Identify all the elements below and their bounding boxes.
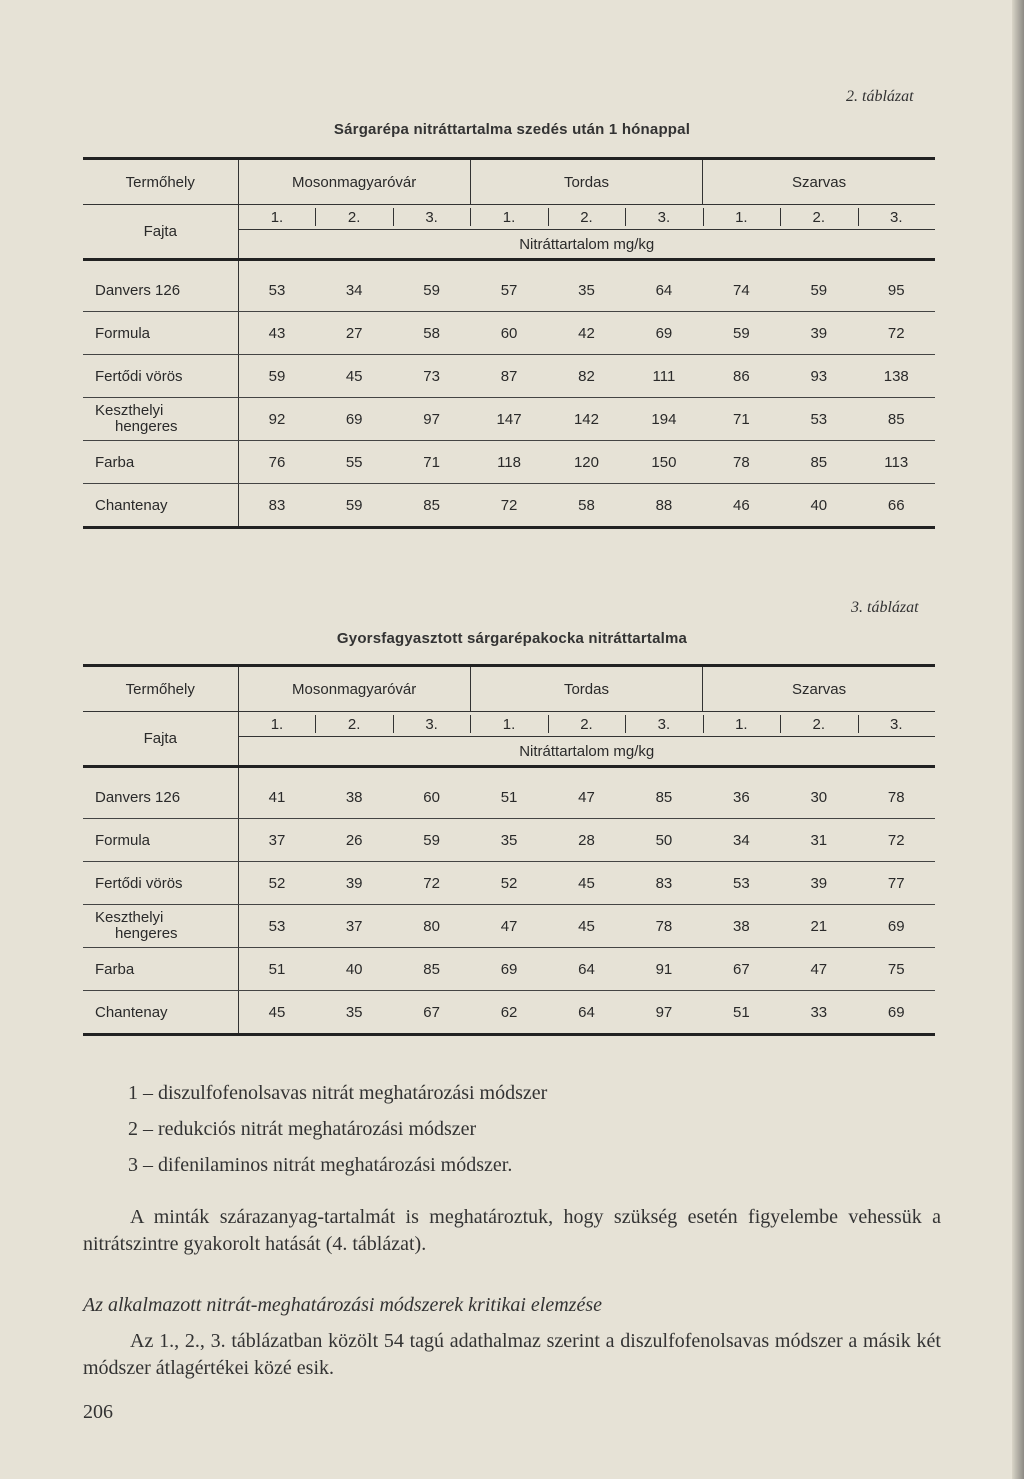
nitrate-value-cell: 47 [780, 948, 857, 991]
nitrate-value-cell: 62 [500, 1003, 518, 1021]
nitrate-value-cell: 59 [238, 355, 315, 398]
site-header: Tordas [470, 667, 702, 712]
site-header-row [83, 667, 935, 712]
nitrate-value-cell: 60 [393, 776, 470, 819]
table-2-label: 2. táblázat [846, 88, 914, 105]
site-header: Mosonmagyaróvár [238, 667, 470, 712]
nitrate-value-cell: 40 [810, 496, 828, 514]
site-header: Mosonmagyaróvár [238, 160, 470, 205]
nitrate-value-cell: 111 [625, 355, 702, 398]
nitrate-value-cell: 42 [548, 312, 625, 355]
nitrate-value-cell: 26 [315, 819, 392, 862]
legend-item: 2 – redukciós nitrát meghatározási módszer [128, 1118, 477, 1140]
nitrate-value-cell: 28 [548, 819, 625, 862]
unit-label: Nitráttartalom mg/kg [238, 737, 935, 767]
variety-name-line: hengeres [115, 925, 178, 942]
nitrate-value-cell: 82 [548, 355, 625, 398]
nitrate-value-cell: 52 [470, 862, 547, 905]
nitrate-value-cell: 78 [858, 776, 936, 819]
nitrate-value-cell: 38 [703, 905, 780, 948]
table-3-grid [83, 667, 935, 1033]
nitrate-value-cell: 85 [625, 776, 702, 819]
nitrate-value-cell: 74 [703, 269, 780, 312]
nitrate-value-cell: 138 [858, 355, 936, 398]
nitrate-value-cell: 37 [238, 819, 315, 862]
method-header: 3. [393, 205, 470, 230]
nitrate-value-cell: 69 [470, 948, 547, 991]
table-3 [83, 664, 935, 1036]
nitrate-value-cell: 83 [625, 862, 702, 905]
nitrate-value-cell: 66 [887, 496, 905, 514]
nitrate-value-cell: 58 [578, 496, 595, 514]
nitrate-value-cell: 51 [733, 1003, 750, 1021]
page-number: 206 [83, 1401, 113, 1423]
nitrate-value-cell: 59 [780, 269, 857, 312]
nitrate-value-cell: 86 [703, 355, 780, 398]
nitrate-value-cell: 92 [238, 398, 315, 441]
method-header: 2. [548, 712, 625, 737]
method-header: 1. [238, 205, 315, 230]
nitrate-value-cell: 64 [548, 948, 625, 991]
method-header: 2. [315, 205, 392, 230]
nitrate-value-cell: 34 [315, 269, 392, 312]
table-2-grid [83, 160, 935, 526]
nitrate-value-cell: 77 [858, 862, 936, 905]
variety-name: Chantenay [83, 484, 238, 527]
table-3-title: Gyorsfagyasztott sárgarépakocka nitráttartalma [336, 630, 688, 647]
variety-name: Fertődi vörös [83, 355, 238, 398]
nitrate-value-cell: 58 [393, 312, 470, 355]
nitrate-value-cell: 72 [858, 819, 936, 862]
nitrate-value-cell: 35 [345, 1003, 363, 1021]
variety-name-line: hengeres [115, 418, 178, 435]
paragraph-analysis: Az 1., 2., 3. táblázatban közölt 54 tagú adathalmaz szerint a diszulfofenolsavas módszer a másik két módszer átlagértékei közé esik. [83, 1330, 941, 1379]
table-row [83, 398, 935, 441]
nitrate-value-cell: 39 [780, 862, 857, 905]
nitrate-value-cell: 67 [423, 1003, 440, 1021]
nitrate-value-cell: 50 [625, 819, 702, 862]
method-header: 2. [780, 205, 857, 230]
variety-name-line: Keszthelyi [95, 909, 164, 926]
table-row [83, 441, 935, 484]
variety-name: Fertődi vörös [83, 862, 238, 905]
method-header: 3. [858, 712, 936, 737]
variety-label: Fajta [83, 205, 238, 260]
nitrate-value-cell: 83 [268, 496, 286, 514]
table-row [83, 862, 935, 905]
nitrate-value-cell: 69 [858, 905, 936, 948]
variety-name: Farba [83, 441, 238, 484]
nitrate-value-cell: 34 [703, 819, 780, 862]
nitrate-value-cell: 97 [393, 398, 470, 441]
method-header: 1. [703, 205, 780, 230]
nitrate-value-cell: 59 [345, 496, 363, 514]
nitrate-value-cell: 85 [858, 398, 936, 441]
nitrate-value-cell: 64 [578, 1003, 595, 1021]
method-header: 1. [470, 205, 547, 230]
site-label: Termőhely [83, 160, 238, 205]
table-row [83, 819, 935, 862]
variety-name: Chantenay [83, 991, 238, 1034]
spacer-row [83, 260, 935, 270]
nitrate-value-cell: 87 [470, 355, 547, 398]
table-row [83, 355, 935, 398]
nitrate-value-cell: 59 [393, 819, 470, 862]
nitrate-value-cell: 47 [548, 776, 625, 819]
nitrate-value-cell: 41 [238, 776, 315, 819]
nitrate-value-cell: 147 [470, 398, 547, 441]
nitrate-value-cell: 38 [315, 776, 392, 819]
method-header: 1. [703, 712, 780, 737]
nitrate-value-cell: 72 [393, 862, 470, 905]
nitrate-value-cell: 85 [780, 441, 857, 484]
section-heading: Az alkalmazott nitrát-meghatározási módszerek kritikai elemzése [83, 1294, 603, 1316]
nitrate-value-cell: 85 [423, 496, 440, 514]
nitrate-value-cell: 21 [780, 905, 857, 948]
nitrate-value-cell: 88 [655, 496, 673, 514]
paragraph-dry-matter: A minták szárazanyag-tartalmát is meghatároztuk, hogy szükség esetén figyelembe vehessük a nitrátszintre gyakorolt hatását (4. táblázat). [83, 1206, 941, 1255]
variety-name [83, 905, 238, 948]
site-header: Szarvas [703, 667, 935, 712]
variety-name: Farba [83, 948, 238, 991]
table-row [83, 991, 935, 1034]
method-header: 1. [238, 712, 315, 737]
nitrate-value-cell: 91 [625, 948, 702, 991]
method-header: 2. [780, 712, 857, 737]
nitrate-value-cell: 33 [810, 1003, 828, 1021]
legend-item: 3 – difenilaminos nitrát meghatározási módszer. [128, 1154, 513, 1176]
unit-label: Nitráttartalom mg/kg [238, 230, 935, 260]
variety-name: Formula [83, 312, 238, 355]
nitrate-value-cell: 85 [393, 948, 470, 991]
site-header-row [83, 160, 935, 205]
nitrate-value-cell: 46 [733, 496, 750, 514]
table-row [83, 948, 935, 991]
nitrate-value-cell: 64 [625, 269, 702, 312]
method-header-row [83, 712, 935, 737]
nitrate-value-cell: 97 [655, 1003, 673, 1021]
method-legend [128, 1082, 547, 1190]
table-2 [83, 157, 935, 529]
nitrate-value-cell: 30 [780, 776, 857, 819]
table-3-label: 3. táblázat [851, 599, 919, 616]
nitrate-value-cell: 93 [780, 355, 857, 398]
nitrate-value-cell: 69 [887, 1003, 905, 1021]
method-header-row [83, 205, 935, 230]
nitrate-value-cell: 35 [548, 269, 625, 312]
nitrate-value-cell: 40 [315, 948, 392, 991]
nitrate-value-cell: 39 [780, 312, 857, 355]
method-header: 3. [625, 712, 702, 737]
nitrate-value-cell: 52 [238, 862, 315, 905]
table-2-title: Sárgarépa nitráttartalma szedés után 1 hónappal [333, 121, 691, 138]
nitrate-value-cell: 71 [393, 441, 470, 484]
nitrate-value-cell: 45 [548, 862, 625, 905]
nitrate-value-cell: 71 [703, 398, 780, 441]
nitrate-value-cell: 78 [703, 441, 780, 484]
site-label: Termőhely [83, 667, 238, 712]
method-header: 2. [548, 205, 625, 230]
nitrate-value-cell: 194 [625, 398, 702, 441]
nitrate-value-cell: 57 [470, 269, 547, 312]
variety-name: Danvers 126 [83, 269, 238, 312]
nitrate-value-cell: 95 [858, 269, 936, 312]
site-header: Tordas [470, 160, 702, 205]
nitrate-value-cell: 76 [238, 441, 315, 484]
nitrate-value-cell: 27 [315, 312, 392, 355]
nitrate-value-cell: 113 [858, 441, 936, 484]
site-header: Szarvas [703, 160, 935, 205]
nitrate-value-cell: 59 [703, 312, 780, 355]
nitrate-value-cell: 142 [548, 398, 625, 441]
nitrate-value-cell: 60 [470, 312, 547, 355]
variety-label: Fajta [83, 712, 238, 767]
page-edge-shadow [1012, 0, 1024, 1479]
method-header: 3. [625, 205, 702, 230]
legend-item: 1 – diszulfofenolsavas nitrát meghatározási módszer [128, 1082, 548, 1104]
nitrate-value-cell: 73 [393, 355, 470, 398]
nitrate-value-cell: 150 [625, 441, 702, 484]
variety-name: Formula [83, 819, 238, 862]
nitrate-value-cell: 31 [780, 819, 857, 862]
variety-name-line: Keszthelyi [95, 402, 164, 419]
nitrate-value-cell: 53 [238, 905, 315, 948]
nitrate-value-cell: 72 [500, 496, 518, 514]
nitrate-value-cell: 39 [315, 862, 392, 905]
nitrate-value-cell: 120 [548, 441, 625, 484]
nitrate-value-cell: 69 [315, 398, 392, 441]
nitrate-value-cell: 78 [625, 905, 702, 948]
nitrate-value-cell: 37 [315, 905, 392, 948]
nitrate-value-cell: 53 [238, 269, 315, 312]
table-row [83, 269, 935, 312]
variety-name [83, 398, 238, 441]
nitrate-value-cell: 35 [470, 819, 547, 862]
nitrate-value-cell: 51 [238, 948, 315, 991]
method-header: 1. [470, 712, 547, 737]
nitrate-value-cell: 53 [703, 862, 780, 905]
method-header: 3. [858, 205, 936, 230]
spacer-row [83, 767, 935, 777]
nitrate-value-cell: 80 [393, 905, 470, 948]
nitrate-value-cell: 53 [780, 398, 857, 441]
nitrate-value-cell: 72 [858, 312, 936, 355]
nitrate-value-cell: 118 [470, 441, 547, 484]
nitrate-value-cell: 45 [315, 355, 392, 398]
nitrate-value-cell: 45 [548, 905, 625, 948]
nitrate-value-cell: 69 [625, 312, 702, 355]
nitrate-value-cell: 43 [238, 312, 315, 355]
nitrate-value-cell: 67 [703, 948, 780, 991]
method-header: 3. [393, 712, 470, 737]
nitrate-value-cell: 51 [470, 776, 547, 819]
table-row [83, 312, 935, 355]
table-row [83, 776, 935, 819]
nitrate-value-cell: 36 [703, 776, 780, 819]
nitrate-value-cell: 55 [315, 441, 392, 484]
method-header: 2. [315, 712, 392, 737]
table-row [83, 484, 935, 527]
nitrate-value-cell: 47 [470, 905, 547, 948]
nitrate-value-cell: 75 [858, 948, 936, 991]
table-row [83, 905, 935, 948]
variety-name: Danvers 126 [83, 776, 238, 819]
nitrate-value-cell: 45 [268, 1003, 286, 1021]
nitrate-value-cell: 59 [393, 269, 470, 312]
